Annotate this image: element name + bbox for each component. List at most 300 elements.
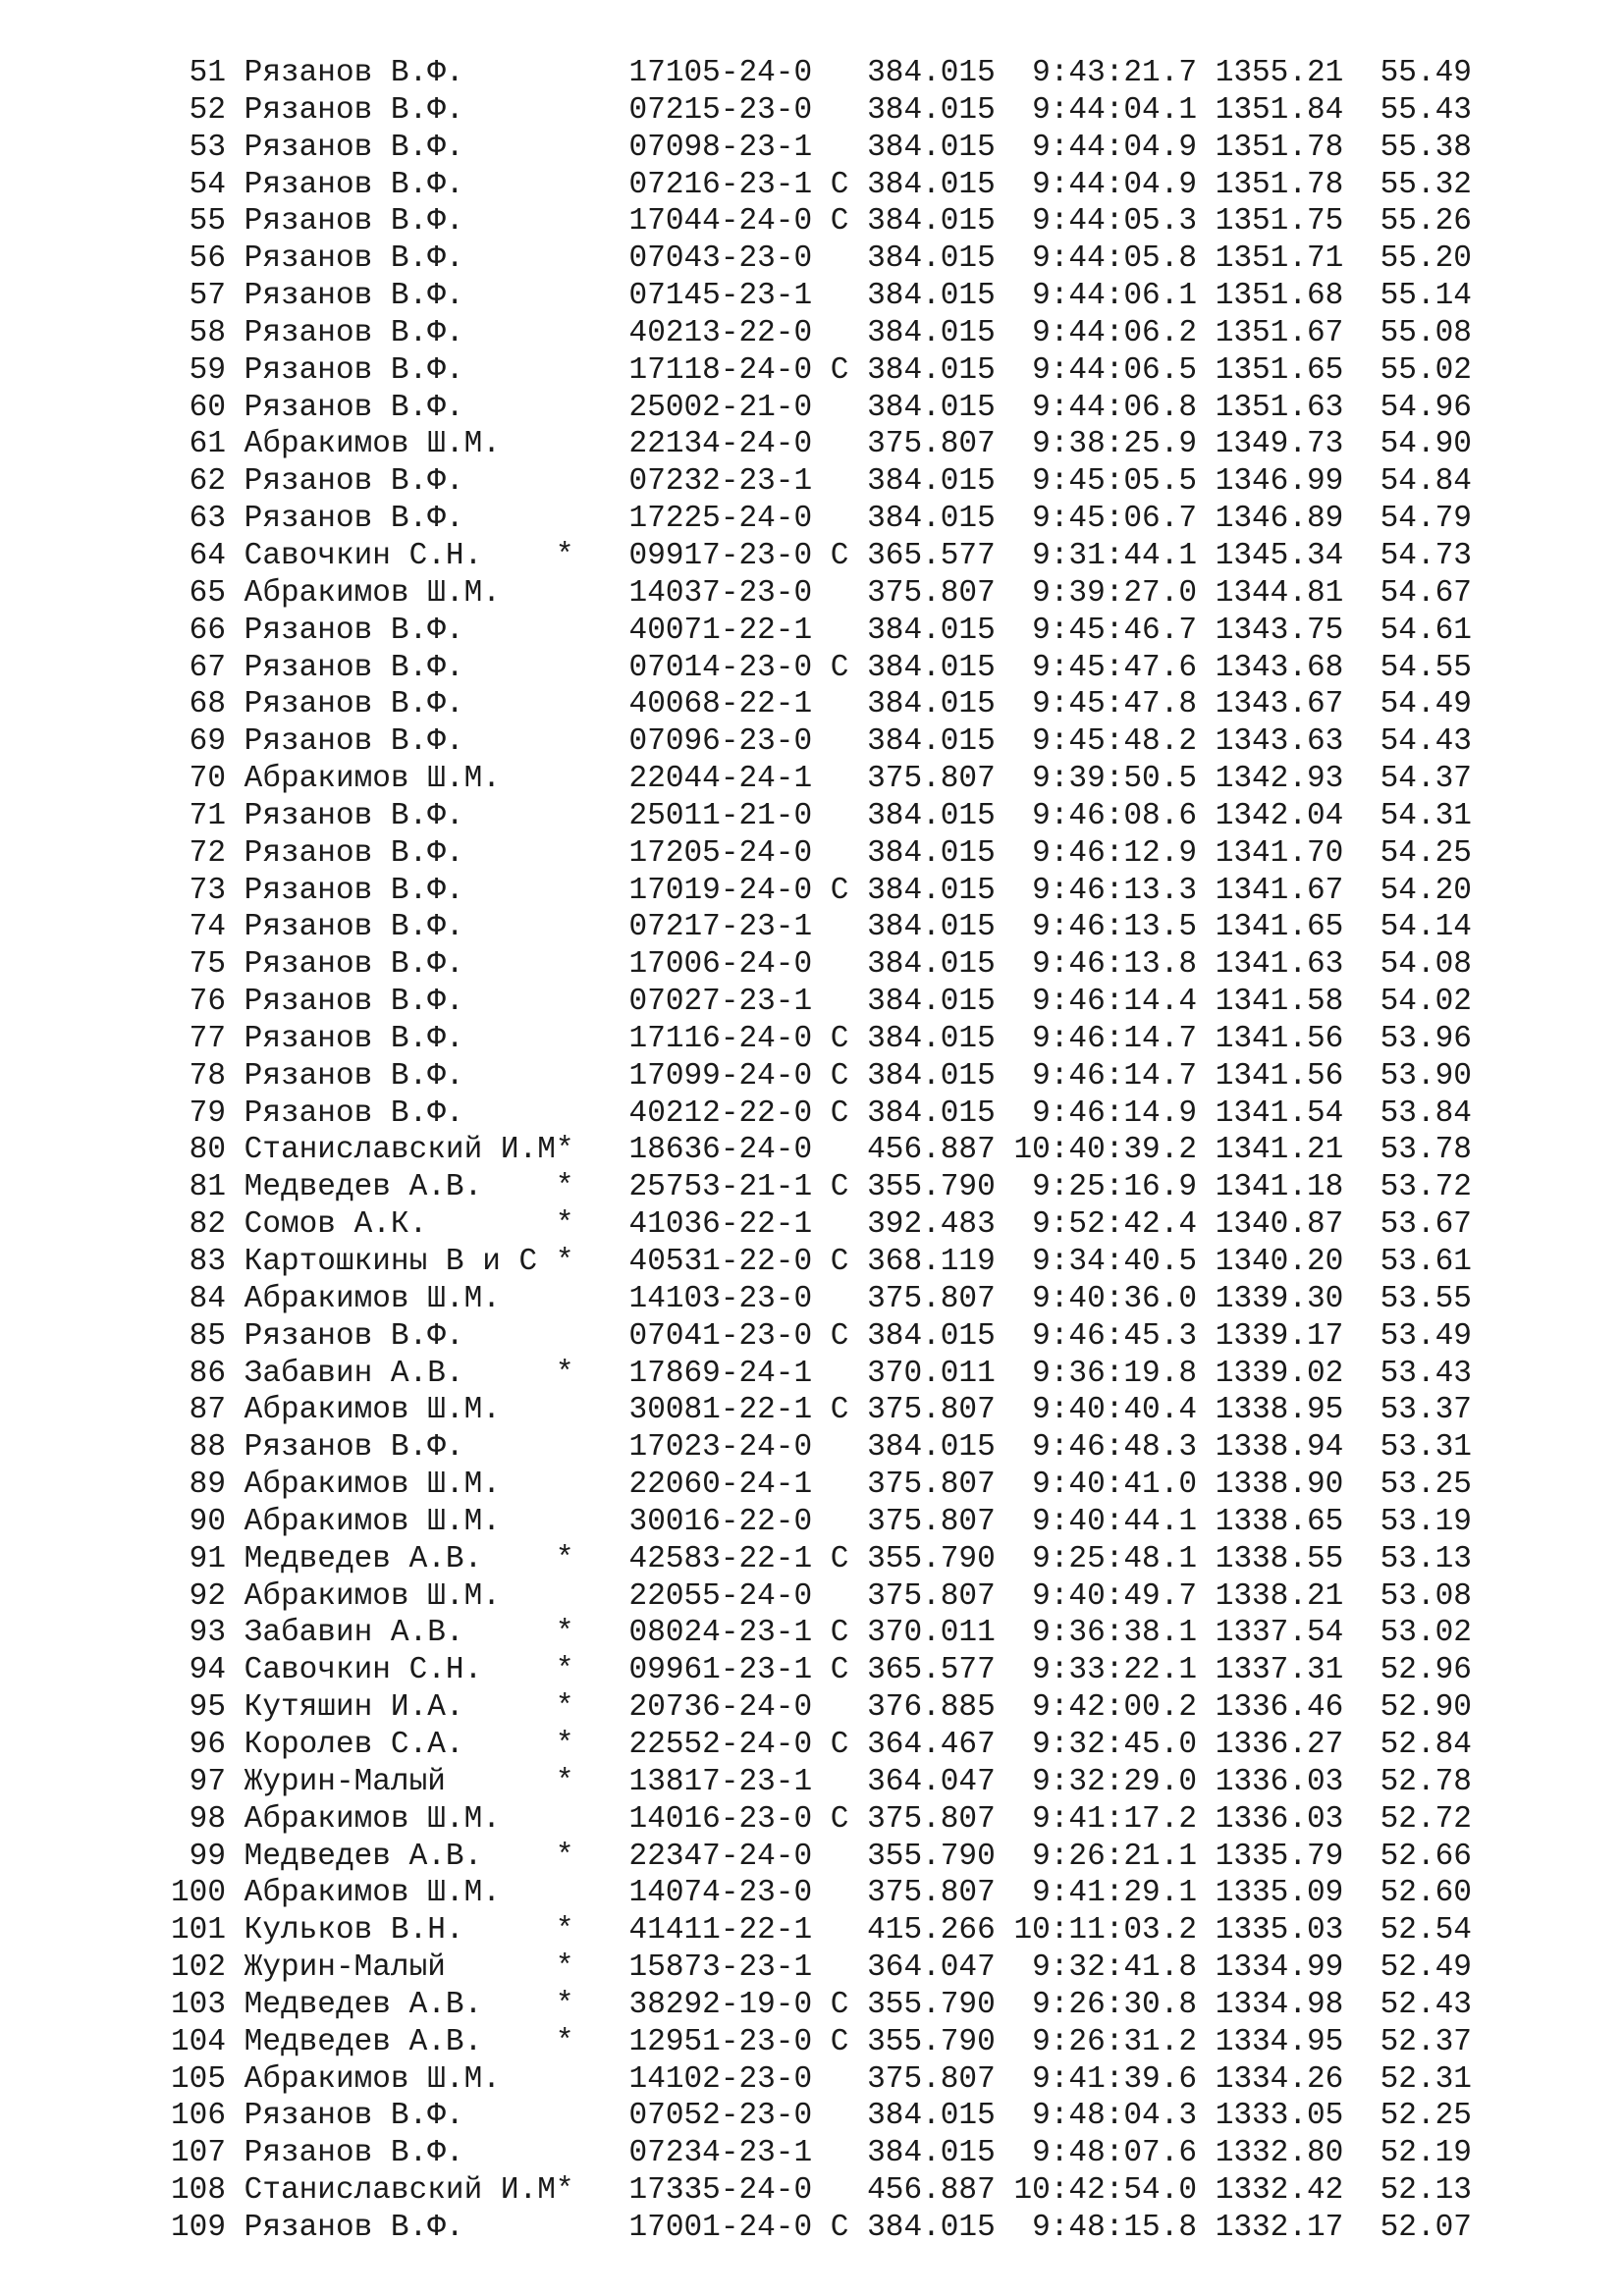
dist-cell: 384.015 [867,947,996,983]
ring-cell: 07043-23-0 [628,241,813,277]
table-row [171,873,1472,910]
cat-cell [831,56,849,90]
cat-cell [831,1950,849,1985]
time-cell: 9:44:04.9 [1013,167,1198,202]
speed-cell: 1336.27 [1215,1727,1344,1762]
name-cell: Медведев А.В. [244,2024,556,2059]
place-cell: 61 [171,427,226,462]
points-cell: 52.07 [1343,2210,1472,2245]
mark-cell [556,1319,574,1354]
cat-cell: C [830,1987,849,2022]
cat-cell: C [830,1653,849,1688]
dist-cell: 376.885 [867,1690,996,1726]
name-cell: Журин-Малый [244,1950,556,1986]
name-cell: Абракимов Ш.М. [244,762,556,797]
speed-cell: 1334.95 [1215,2024,1344,2059]
time-cell: 9:44:06.2 [1013,315,1198,350]
cat-cell: C [830,352,849,388]
time-cell: 9:45:06.7 [1013,502,1198,537]
dist-cell: 384.015 [867,1021,996,1056]
points-cell: 55.20 [1343,241,1472,277]
place-cell: 65 [171,575,226,611]
speed-cell: 1343.63 [1215,724,1344,760]
dist-cell: 456.887 [867,1133,996,1168]
speed-cell: 1346.89 [1215,502,1344,537]
cat-cell: C [830,1170,849,1205]
table-row [171,1356,1472,1393]
cat-cell [831,1505,849,1539]
name-cell: Рязанов В.Ф. [244,985,556,1020]
ring-cell: 07041-23-0 [628,1318,813,1354]
points-cell: 52.19 [1343,2136,1472,2171]
cat-cell: C [830,1727,849,1762]
dist-cell: 375.807 [867,575,996,611]
table-row [171,352,1472,390]
table-row [171,2024,1472,2061]
dist-cell: 384.015 [867,92,996,128]
time-cell: 9:41:39.6 [1013,2061,1198,2097]
dist-cell: 384.015 [867,687,996,722]
dist-cell: 384.015 [867,352,996,388]
points-cell: 52.49 [1343,1950,1472,1986]
place-cell: 69 [171,724,226,760]
place-cell: 81 [171,1170,226,1205]
dist-cell: 384.015 [867,2136,996,2171]
ring-cell: 22044-24-1 [628,762,813,797]
points-cell: 53.13 [1343,1541,1472,1576]
mark-cell [556,1505,574,1539]
ring-cell: 15873-23-1 [628,1950,813,1986]
name-cell: Рязанов В.Ф. [244,92,556,128]
ring-cell: 41036-22-1 [628,1207,813,1243]
table-row [171,1021,1472,1058]
time-cell: 9:46:13.3 [1013,873,1198,908]
ring-cell: 07215-23-0 [628,92,813,128]
cat-cell: C [830,1393,849,1428]
speed-cell: 1341.54 [1215,1095,1344,1131]
table-row [171,2135,1472,2172]
mark-cell: * [555,1245,574,1279]
name-cell: Абракимов Ш.М. [244,1578,556,1614]
speed-cell: 1332.42 [1215,2173,1344,2209]
dist-cell: 375.807 [867,1468,996,1503]
place-cell: 75 [171,947,226,983]
speed-cell: 1338.21 [1215,1578,1344,1614]
name-cell: Рязанов В.Ф. [244,2210,556,2245]
points-cell: 54.67 [1343,575,1472,611]
points-cell: 53.19 [1343,1504,1472,1539]
ring-cell: 38292-19-0 [628,1987,813,2022]
cat-cell: C [830,1058,849,1094]
cat-cell: C [830,873,849,908]
time-cell: 9:46:08.6 [1013,798,1198,833]
dist-cell: 384.015 [867,204,996,240]
mark-cell [556,204,574,239]
time-cell: 9:32:29.0 [1013,1764,1198,1799]
dist-cell: 365.577 [867,1653,996,1688]
time-cell: 9:44:05.8 [1013,241,1198,277]
table-row [171,1839,1472,1876]
time-cell: 10:40:39.2 [1013,1133,1198,1168]
speed-cell: 1351.71 [1215,241,1344,277]
speed-cell: 1332.80 [1215,2136,1344,2171]
place-cell: 62 [171,464,226,500]
cat-cell [831,502,849,536]
dist-cell: 375.807 [867,1801,996,1837]
mark-cell [556,316,574,350]
place-cell: 104 [171,2024,226,2059]
ring-cell: 22347-24-0 [628,1839,813,1874]
dist-cell: 384.015 [867,2099,996,2134]
ring-cell: 17335-24-0 [628,2173,813,2209]
time-cell: 9:45:47.6 [1013,650,1198,685]
table-row [171,1504,1472,1541]
mark-cell: * [555,2024,574,2059]
table-row [171,501,1472,538]
time-cell: 9:26:21.1 [1013,1839,1198,1874]
points-cell: 53.61 [1343,1245,1472,1279]
points-cell: 54.02 [1343,985,1472,1020]
points-cell: 55.02 [1343,352,1472,388]
speed-cell: 1339.30 [1215,1281,1344,1316]
cat-cell [831,576,849,611]
dist-cell: 384.015 [867,835,996,871]
time-cell: 9:46:12.9 [1013,835,1198,871]
table-row [171,798,1472,835]
mark-cell [556,1579,574,1614]
ring-cell: 30016-22-0 [628,1504,813,1539]
table-row [171,1949,1472,1987]
dist-cell: 364.047 [867,1764,996,1799]
dist-cell: 368.119 [867,1245,996,1279]
place-cell: 68 [171,687,226,722]
points-cell: 52.72 [1343,1801,1472,1837]
speed-cell: 1337.54 [1215,1616,1344,1651]
dist-cell: 365.577 [867,538,996,573]
mark-cell [556,502,574,536]
points-cell: 52.96 [1343,1653,1472,1688]
ring-cell: 14074-23-0 [628,1876,813,1911]
points-cell: 53.84 [1343,1095,1472,1131]
time-cell: 10:11:03.2 [1013,1913,1198,1949]
ring-cell: 20736-24-0 [628,1690,813,1726]
speed-cell: 1335.03 [1215,1913,1344,1949]
name-cell: Рязанов В.Ф. [244,1095,556,1131]
dist-cell: 355.790 [867,2024,996,2059]
name-cell: Абракимов Ш.М. [244,2061,556,2097]
time-cell: 9:48:15.8 [1013,2210,1198,2245]
speed-cell: 1336.03 [1215,1801,1344,1837]
place-cell: 77 [171,1021,226,1056]
mark-cell: * [555,1616,574,1651]
ring-cell: 17105-24-0 [628,56,813,90]
speed-cell: 1334.98 [1215,1987,1344,2022]
mark-cell [556,836,574,871]
dist-cell: 384.015 [867,798,996,833]
mark-cell [556,1876,574,1910]
name-cell: Медведев А.В. [244,1839,556,1874]
mark-cell: * [555,1690,574,1726]
ring-cell: 40531-22-0 [628,1245,813,1279]
place-cell: 82 [171,1207,226,1243]
time-cell: 9:45:46.7 [1013,613,1198,648]
table-row [171,613,1472,650]
speed-cell: 1341.65 [1215,910,1344,945]
table-row [171,1875,1472,1912]
table-row [171,1801,1472,1839]
table-row [171,2098,1472,2135]
cat-cell: C [830,1318,849,1354]
cat-cell: C [830,2024,849,2059]
speed-cell: 1334.99 [1215,1950,1344,1986]
table-row [171,1318,1472,1356]
dist-cell: 384.015 [867,130,996,165]
ring-cell: 17116-24-0 [628,1021,813,1056]
ring-cell: 17006-24-0 [628,947,813,983]
ring-cell: 07052-23-0 [628,2099,813,2134]
speed-cell: 1338.65 [1215,1504,1344,1539]
time-cell: 9:34:40.5 [1013,1245,1198,1279]
speed-cell: 1349.73 [1215,427,1344,462]
speed-cell: 1351.63 [1215,390,1344,425]
ring-cell: 12951-23-0 [628,2024,813,2059]
cat-cell [831,947,849,982]
place-cell: 103 [171,1987,226,2022]
speed-cell: 1351.78 [1215,130,1344,165]
table-row [171,1764,1472,1801]
place-cell: 63 [171,502,226,537]
results-table [171,55,1472,2247]
name-cell: Королев С.А. [244,1727,556,1762]
name-cell: Рязанов В.Ф. [244,873,556,908]
cat-cell: C [830,167,849,202]
name-cell: Абракимов Ш.М. [244,1281,556,1316]
time-cell: 9:46:14.4 [1013,985,1198,1020]
points-cell: 54.37 [1343,762,1472,797]
mark-cell [556,279,574,313]
place-cell: 74 [171,910,226,945]
time-cell: 9:32:41.8 [1013,1950,1198,1986]
cat-cell [831,1579,849,1614]
ring-cell: 25753-21-1 [628,1170,813,1205]
time-cell: 9:45:05.5 [1013,464,1198,500]
cat-cell [831,316,849,350]
cat-cell [831,1876,849,1910]
time-cell: 9:46:45.3 [1013,1318,1198,1354]
table-row [171,167,1472,204]
points-cell: 52.25 [1343,2099,1472,2134]
table-row [171,315,1472,352]
mark-cell [556,1059,574,1094]
points-cell: 53.31 [1343,1430,1472,1466]
cat-cell: C [830,1021,849,1056]
dist-cell: 375.807 [867,427,996,462]
cat-cell: C [830,204,849,240]
dist-cell: 384.015 [867,2210,996,2245]
name-cell: Рязанов В.Ф. [244,724,556,760]
points-cell: 52.90 [1343,1690,1472,1726]
name-cell: Рязанов В.Ф. [244,798,556,833]
time-cell: 9:44:06.8 [1013,390,1198,425]
time-cell: 9:31:44.1 [1013,538,1198,573]
speed-cell: 1338.55 [1215,1541,1344,1576]
ring-cell: 07232-23-1 [628,464,813,500]
time-cell: 9:46:14.7 [1013,1021,1198,1056]
name-cell: Рязанов В.Ф. [244,2136,556,2171]
ring-cell: 14037-23-0 [628,575,813,611]
table-row [171,1578,1472,1616]
speed-cell: 1341.70 [1215,835,1344,871]
time-cell: 9:44:05.3 [1013,204,1198,240]
ring-cell: 17019-24-0 [628,873,813,908]
cat-cell [831,1840,849,1874]
cat-cell [831,241,849,276]
speed-cell: 1341.21 [1215,1133,1344,1168]
table-row [171,686,1472,723]
ring-cell: 17869-24-1 [628,1356,813,1391]
mark-cell [556,687,574,721]
name-cell: Рязанов В.Ф. [244,1021,556,1056]
table-row [171,390,1472,427]
dist-cell: 370.011 [867,1356,996,1391]
table-row [171,1541,1472,1578]
ring-cell: 17225-24-0 [628,502,813,537]
speed-cell: 1336.46 [1215,1690,1344,1726]
time-cell: 9:40:44.1 [1013,1504,1198,1539]
name-cell: Журин-Малый [244,1764,556,1799]
mark-cell [556,985,574,1019]
mark-cell [556,762,574,796]
mark-cell [556,464,574,499]
points-cell: 53.67 [1343,1207,1472,1243]
points-cell: 54.31 [1343,798,1472,833]
mark-cell [556,614,574,648]
mark-cell: * [555,1764,574,1799]
place-cell: 80 [171,1133,226,1168]
ring-cell: 25011-21-0 [628,798,813,833]
mark-cell [556,1393,574,1427]
time-cell: 9:41:29.1 [1013,1876,1198,1911]
place-cell: 79 [171,1095,226,1131]
points-cell: 55.49 [1343,56,1472,90]
dist-cell: 375.807 [867,2061,996,2097]
time-cell: 9:52:42.4 [1013,1207,1198,1243]
ring-cell: 07014-23-0 [628,650,813,685]
time-cell: 9:42:00.2 [1013,1690,1198,1726]
ring-cell: 42583-22-1 [628,1541,813,1576]
place-cell: 95 [171,1690,226,1726]
name-cell: Рязанов В.Ф. [244,2099,556,2134]
points-cell: 54.84 [1343,464,1472,500]
cat-cell [831,614,849,648]
points-cell: 53.78 [1343,1133,1472,1168]
place-cell: 59 [171,352,226,388]
points-cell: 52.54 [1343,1913,1472,1949]
time-cell: 9:44:04.9 [1013,130,1198,165]
cat-cell [831,2062,849,2097]
table-row [171,463,1472,501]
name-cell: Забавин А.В. [244,1616,556,1651]
name-cell: Савочкин С.Н. [244,1653,556,1688]
ring-cell: 18636-24-0 [628,1133,813,1168]
dist-cell: 384.015 [867,873,996,908]
cat-cell [831,1207,849,1242]
time-cell: 9:33:22.1 [1013,1653,1198,1688]
name-cell: Рязанов В.Ф. [244,1058,556,1094]
mark-cell [556,2136,574,2170]
time-cell: 9:44:06.1 [1013,279,1198,314]
points-cell: 52.13 [1343,2173,1472,2209]
speed-cell: 1341.56 [1215,1021,1344,1056]
table-row [171,55,1472,92]
cat-cell [831,1133,849,1167]
name-cell: Рязанов В.Ф. [244,1318,556,1354]
table-row [171,278,1472,315]
cat-cell [831,1765,849,1799]
speed-cell: 1351.65 [1215,352,1344,388]
place-cell: 88 [171,1430,226,1466]
mark-cell: * [555,2173,574,2209]
time-cell: 9:39:27.0 [1013,575,1198,611]
time-cell: 9:25:16.9 [1013,1170,1198,1205]
time-cell: 10:42:54.0 [1013,2173,1198,2209]
table-row [171,650,1472,687]
table-row [171,1132,1472,1169]
table-row [171,1615,1472,1652]
time-cell: 9:46:14.7 [1013,1058,1198,1094]
place-cell: 71 [171,798,226,833]
ring-cell: 09917-23-0 [628,538,813,573]
points-cell: 53.49 [1343,1318,1472,1354]
table-row [171,761,1472,798]
points-cell: 53.08 [1343,1578,1472,1614]
dist-cell: 384.015 [867,502,996,537]
place-cell: 56 [171,241,226,277]
name-cell: Абракимов Ш.М. [244,575,556,611]
dist-cell: 375.807 [867,1876,996,1911]
mark-cell [556,1022,574,1056]
points-cell: 53.55 [1343,1281,1472,1316]
table-row [171,1281,1472,1318]
points-cell: 54.20 [1343,873,1472,908]
mark-cell: * [555,1170,574,1205]
speed-cell: 1343.68 [1215,650,1344,685]
cat-cell: C [830,650,849,685]
table-row [171,1058,1472,1095]
speed-cell: 1342.04 [1215,798,1344,833]
name-cell: Абракимов Ш.М. [244,1876,556,1911]
table-row [171,240,1472,278]
points-cell: 52.43 [1343,1987,1472,2022]
name-cell: Станиславский И.М [244,2173,556,2209]
name-cell: Рязанов В.Ф. [244,56,556,90]
mark-cell: * [555,1541,574,1576]
name-cell: Абракимов Ш.М. [244,1504,556,1539]
place-cell: 55 [171,204,226,240]
place-cell: 83 [171,1245,226,1279]
speed-cell: 1341.18 [1215,1170,1344,1205]
name-cell: Рязанов В.Ф. [244,910,556,945]
speed-cell: 1343.75 [1215,613,1344,648]
name-cell: Рязанов В.Ф. [244,613,556,648]
points-cell: 54.25 [1343,835,1472,871]
ring-cell: 07096-23-0 [628,724,813,760]
mark-cell [556,724,574,759]
name-cell: Рязанов В.Ф. [244,947,556,983]
table-row [171,92,1472,130]
mark-cell: * [555,1356,574,1391]
time-cell: 9:40:41.0 [1013,1468,1198,1503]
